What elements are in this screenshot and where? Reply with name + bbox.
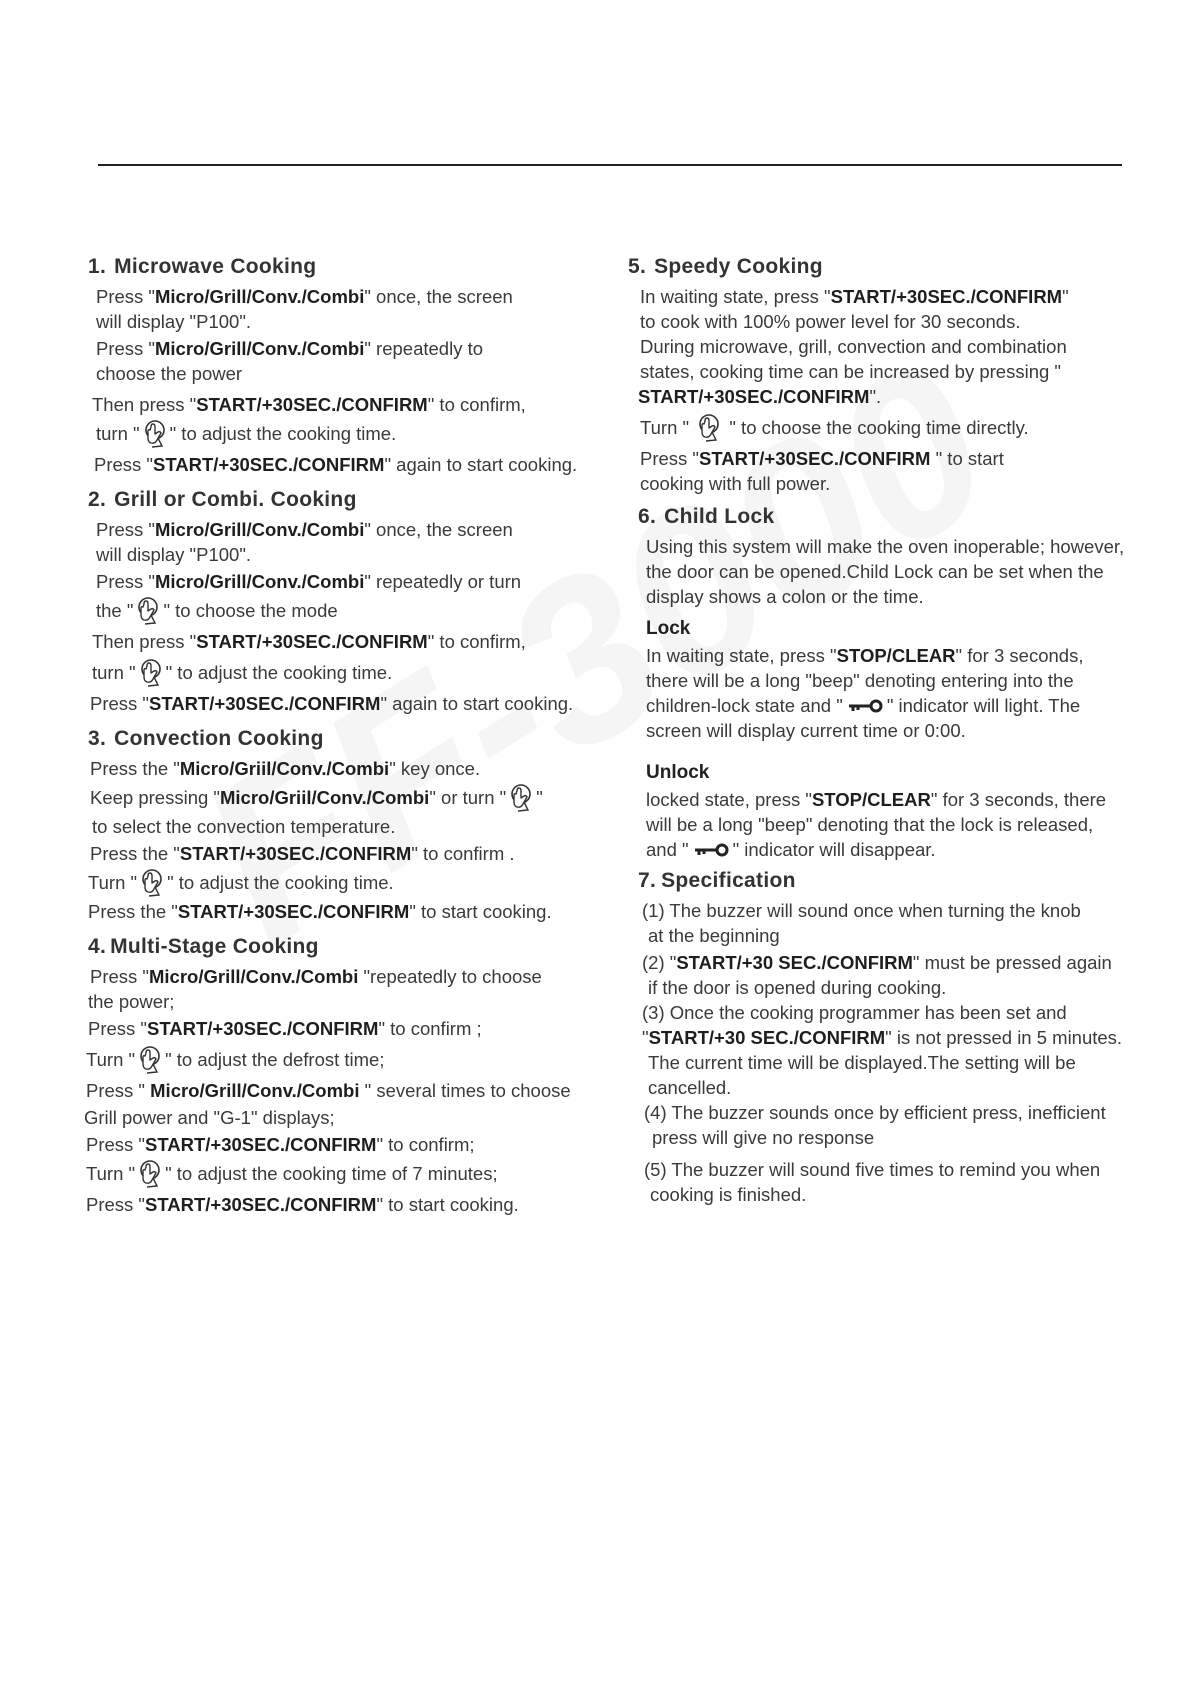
instruction-line: Then press "START/+30SEC./CONFIRM" to confirm, bbox=[92, 631, 526, 652]
instruction-line: will display "P100". bbox=[96, 311, 252, 332]
instruction-line: there will be a long "beep" denoting entering into the bbox=[646, 670, 1074, 691]
button-name: START/+30SEC./CONFIRM bbox=[699, 448, 931, 469]
button-name: START/+30SEC./CONFIRM bbox=[145, 1134, 377, 1155]
instruction-line: cooking with full power. bbox=[640, 473, 831, 494]
instruction-line: states, cooking time can be increased by pressing " bbox=[640, 361, 1061, 382]
instruction-line: Press the "START/+30SEC./CONFIRM" to start cooking. bbox=[88, 901, 552, 922]
section-specification bbox=[628, 869, 1173, 1206]
instruction-line: display shows a colon or the time. bbox=[646, 586, 924, 607]
instruction-line: Press "Micro/Grill/Conv./Combi" once, the screen bbox=[96, 286, 513, 307]
section-speedy-cooking bbox=[628, 255, 1173, 495]
instruction-line: Keep pressing "Micro/Griil/Conv./Combi" or turn " " bbox=[90, 783, 629, 813]
button-name: Micro/Griil/Conv./Combi bbox=[179, 758, 390, 779]
button-name: Micro/Grill/Conv./Combi bbox=[155, 338, 365, 359]
hand-knob-icon bbox=[696, 413, 722, 443]
button-name: START/+30SEC./CONFIRM bbox=[153, 454, 385, 475]
spec-item: The current time will be displayed.The setting will be bbox=[648, 1052, 1076, 1073]
instruction-line: Press "START/+30SEC./CONFIRM" again to start cooking. bbox=[90, 693, 574, 714]
lock-subheading: Lock bbox=[646, 618, 691, 639]
button-name: Micro/Grill/Conv./Combi bbox=[149, 966, 359, 987]
instruction-line: to cook with 100% power level for 30 seconds. bbox=[640, 311, 1021, 332]
instruction-line: children-lock state and " " indicator will light. The bbox=[646, 695, 1081, 716]
button-name: START/+30SEC./CONFIRM bbox=[177, 901, 410, 922]
instruction-line: Press "Micro/Grill/Conv./Combi "repeatedly to choose bbox=[90, 966, 542, 987]
button-name: Micro/Grill/Conv./Combi bbox=[150, 1080, 360, 1101]
spec-item: if the door is opened during cooking. bbox=[648, 977, 947, 998]
spec-item: cancelled. bbox=[648, 1077, 732, 1098]
spec-item: (2) "START/+30 SEC./CONFIRM" must be pressed again bbox=[642, 952, 1112, 973]
section-heading: 4. Multi-Stage Cooking bbox=[88, 935, 319, 958]
section-heading: 2. Grill or Combi. Cooking bbox=[88, 488, 357, 511]
section-multi-stage-cooking bbox=[84, 935, 629, 1216]
section-heading: 3. Convection Cooking bbox=[88, 727, 324, 750]
hand-knob-icon bbox=[137, 1159, 163, 1189]
section-convection-cooking bbox=[84, 727, 629, 923]
instruction-line: During microwave, grill, convection and combination bbox=[640, 336, 1067, 357]
instruction-line: turn " " to adjust the cooking time. bbox=[92, 658, 629, 688]
instruction-line: Press "Micro/Grill/Conv./Combi" once, the screen bbox=[96, 519, 513, 540]
spec-item: cooking is finished. bbox=[650, 1184, 807, 1205]
right-column bbox=[628, 255, 1173, 1211]
instruction-line: and " " indicator will disappear. bbox=[646, 839, 936, 860]
instruction-line: Press "START/+30SEC./CONFIRM" to start cooking. bbox=[86, 1194, 519, 1215]
spec-item: (3) Once the cooking programmer has been set and bbox=[642, 1002, 1067, 1023]
button-name: START/+30SEC./CONFIRM bbox=[149, 693, 381, 714]
instruction-line: Press "START/+30SEC./CONFIRM" to confirm; bbox=[86, 1134, 475, 1155]
spec-item: (5) The buzzer will sound five times to remind you when bbox=[644, 1159, 1101, 1180]
key-lock-icon bbox=[693, 842, 729, 858]
section-grill-combi-cooking bbox=[84, 488, 629, 715]
spec-item: at the beginning bbox=[648, 925, 780, 946]
instruction-line: will be a long "beep" denoting that the lock is released, bbox=[646, 814, 1094, 835]
section-microwave-cooking bbox=[84, 255, 629, 476]
instruction-line: will display "P100". bbox=[96, 544, 252, 565]
instruction-line: locked state, press "STOP/CLEAR" for 3 seconds, there bbox=[646, 789, 1107, 810]
instruction-line: Press "START/+30SEC./CONFIRM " to start bbox=[640, 448, 1004, 469]
instruction-line: In waiting state, press "START/+30SEC./CONFIRM" bbox=[640, 286, 1069, 307]
instruction-line: to select the convection temperature. bbox=[92, 816, 396, 837]
instruction-line: In waiting state, press "STOP/CLEAR" for 3 seconds, bbox=[646, 645, 1084, 666]
instruction-line: Press "START/+30SEC./CONFIRM" to confirm ; bbox=[88, 1018, 482, 1039]
instruction-line: Press the "Micro/Griil/Conv./Combi" key once. bbox=[90, 758, 481, 779]
instruction-line: Press " Micro/Grill/Conv./Combi " several times to choose bbox=[86, 1080, 571, 1101]
instruction-line: Turn " " to choose the cooking time directly. bbox=[640, 413, 1173, 443]
instruction-line: Turn " " to adjust the cooking time. bbox=[88, 868, 629, 898]
button-name: STOP/CLEAR bbox=[811, 789, 931, 810]
instruction-line: Press "Micro/Grill/Conv./Combi" repeatedly to bbox=[96, 338, 484, 359]
button-name: Micro/Griil/Conv./Combi bbox=[219, 787, 430, 808]
button-name: START/+30 SEC./CONFIRM bbox=[676, 952, 913, 973]
instruction-line: the " " to choose the mode bbox=[96, 596, 629, 626]
header-rule bbox=[98, 164, 1122, 166]
button-name: START/+30 SEC./CONFIRM bbox=[648, 1027, 886, 1048]
instruction-line: the door can be opened.Child Lock can be set when the bbox=[646, 561, 1104, 582]
instruction-line: Then press "START/+30SEC./CONFIRM" to confirm, bbox=[92, 394, 526, 415]
instruction-line: the power; bbox=[88, 991, 175, 1012]
instruction-line: Grill power and "G-1" displays; bbox=[84, 1107, 335, 1128]
instruction-line: Press "START/+30SEC./CONFIRM" again to start cooking. bbox=[94, 454, 578, 475]
hand-knob-icon bbox=[135, 596, 161, 626]
button-name: Micro/Grill/Conv./Combi bbox=[155, 571, 365, 592]
spec-item: "START/+30 SEC./CONFIRM" is not pressed in 5 minutes. bbox=[642, 1027, 1123, 1048]
key-lock-icon bbox=[847, 698, 883, 714]
instruction-line: Turn " " to adjust the defrost time; bbox=[86, 1045, 629, 1075]
button-name: START/+30SEC./CONFIRM bbox=[638, 386, 870, 407]
button-name: START/+30SEC./CONFIRM bbox=[147, 1018, 379, 1039]
button-name: START/+30SEC./CONFIRM bbox=[196, 631, 428, 652]
spec-item: press will give no response bbox=[652, 1127, 875, 1148]
hand-knob-icon bbox=[137, 1045, 163, 1075]
unlock-subheading: Unlock bbox=[646, 762, 710, 783]
button-name: START/+30SEC./CONFIRM bbox=[830, 286, 1063, 307]
instruction-line: Press the "START/+30SEC./CONFIRM" to confirm . bbox=[90, 843, 515, 864]
left-column bbox=[84, 255, 629, 1221]
button-name: Micro/Grill/Conv./Combi bbox=[155, 286, 365, 307]
section-heading: 1. Microwave Cooking bbox=[88, 255, 317, 278]
button-name: START/+30SEC./CONFIRM bbox=[145, 1194, 377, 1215]
instruction-line: Using this system will make the oven inoperable; however, bbox=[646, 536, 1125, 557]
instruction-line: turn " " to adjust the cooking time. bbox=[96, 419, 629, 449]
instruction-line: choose the power bbox=[96, 363, 243, 384]
instruction-line: screen will display current time or 0:00. bbox=[646, 720, 966, 741]
instruction-line: START/+30SEC./CONFIRM". bbox=[638, 386, 882, 407]
button-name: Micro/Grill/Conv./Combi bbox=[155, 519, 365, 540]
instruction-line: Press "Micro/Grill/Conv./Combi" repeatedly or turn bbox=[96, 571, 522, 592]
section-heading: 5. Speedy Cooking bbox=[628, 255, 823, 278]
hand-knob-icon bbox=[508, 783, 534, 813]
hand-knob-icon bbox=[138, 658, 164, 688]
spec-item: (4) The buzzer sounds once by efficient press, inefficient bbox=[644, 1102, 1106, 1123]
instruction-line: Turn " " to adjust the cooking time of 7 minutes; bbox=[86, 1159, 629, 1189]
section-heading: 7. Specification bbox=[638, 869, 796, 892]
hand-knob-icon bbox=[139, 868, 165, 898]
button-name: STOP/CLEAR bbox=[836, 645, 956, 666]
hand-knob-icon bbox=[142, 419, 168, 449]
section-heading: 6. Child Lock bbox=[638, 505, 775, 528]
section-child-lock bbox=[628, 505, 1173, 861]
button-name: START/+30SEC./CONFIRM bbox=[196, 394, 428, 415]
button-name: START/+30SEC./CONFIRM bbox=[179, 843, 412, 864]
spec-item: (1) The buzzer will sound once when turning the knob bbox=[642, 900, 1081, 921]
